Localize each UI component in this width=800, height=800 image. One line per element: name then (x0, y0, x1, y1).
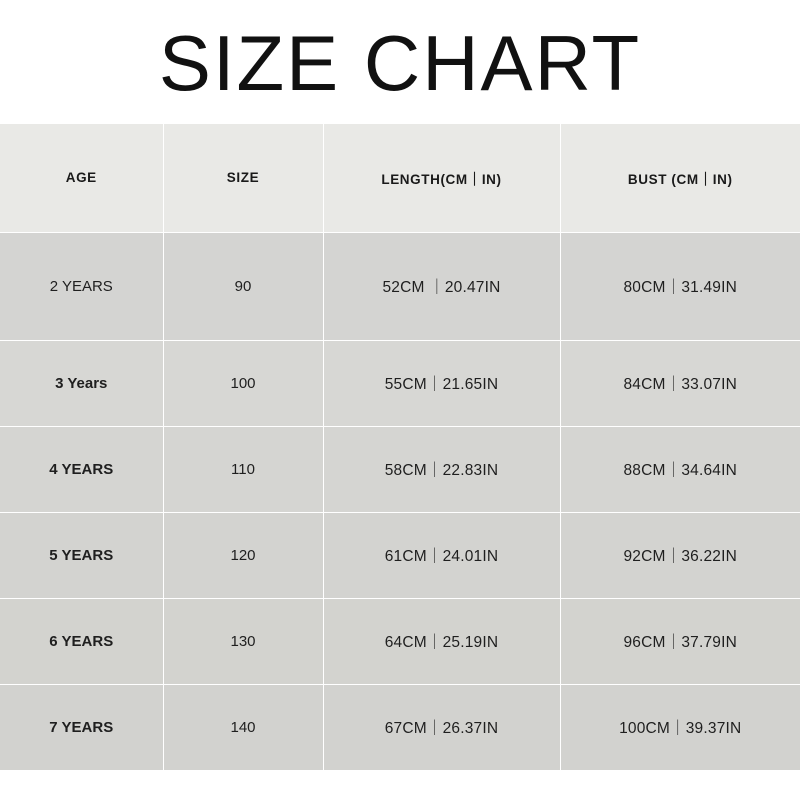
size-chart-table (0, 124, 800, 770)
table-row (0, 340, 800, 426)
cell-length: 67CM｜26.37IN (323, 684, 560, 770)
cell-size: 140 (163, 684, 323, 770)
cell-age: 5 YEARS (0, 512, 163, 598)
cell-length: 52CM ｜20.47IN (323, 232, 560, 340)
cell-age: 4 YEARS (0, 426, 163, 512)
cell-age: 7 YEARS (0, 684, 163, 770)
cell-length: 58CM｜22.83IN (323, 426, 560, 512)
cell-size: 130 (163, 598, 323, 684)
cell-age: 6 YEARS (0, 598, 163, 684)
cell-length: 61CM｜24.01IN (323, 512, 560, 598)
table-row (0, 684, 800, 770)
table-row (0, 598, 800, 684)
column-header-age: AGE (0, 124, 163, 232)
cell-size: 110 (163, 426, 323, 512)
table-body (0, 232, 800, 770)
cell-bust: 96CM｜37.79IN (560, 598, 800, 684)
table-row (0, 512, 800, 598)
column-header-size: SIZE (163, 124, 323, 232)
cell-age: 3 Years (0, 340, 163, 426)
column-header-bust: BUST (CM｜IN) (560, 124, 800, 232)
size-table-container (0, 124, 800, 800)
cell-size: 100 (163, 340, 323, 426)
column-header-length: LENGTH(CM｜IN) (323, 124, 560, 232)
table-row (0, 232, 800, 340)
cell-size: 120 (163, 512, 323, 598)
cell-length: 64CM｜25.19IN (323, 598, 560, 684)
cell-bust: 100CM｜39.37IN (560, 684, 800, 770)
cell-bust: 80CM｜31.49IN (560, 232, 800, 340)
cell-size: 90 (163, 232, 323, 340)
table-header (0, 124, 800, 232)
cell-bust: 92CM｜36.22IN (560, 512, 800, 598)
cell-bust: 84CM｜33.07IN (560, 340, 800, 426)
cell-bust: 88CM｜34.64IN (560, 426, 800, 512)
table-header-row (0, 124, 800, 232)
cell-length: 55CM｜21.65IN (323, 340, 560, 426)
table-row (0, 426, 800, 512)
cell-age: 2 YEARS (0, 232, 163, 340)
page-title: SIZE CHART (158, 19, 642, 107)
